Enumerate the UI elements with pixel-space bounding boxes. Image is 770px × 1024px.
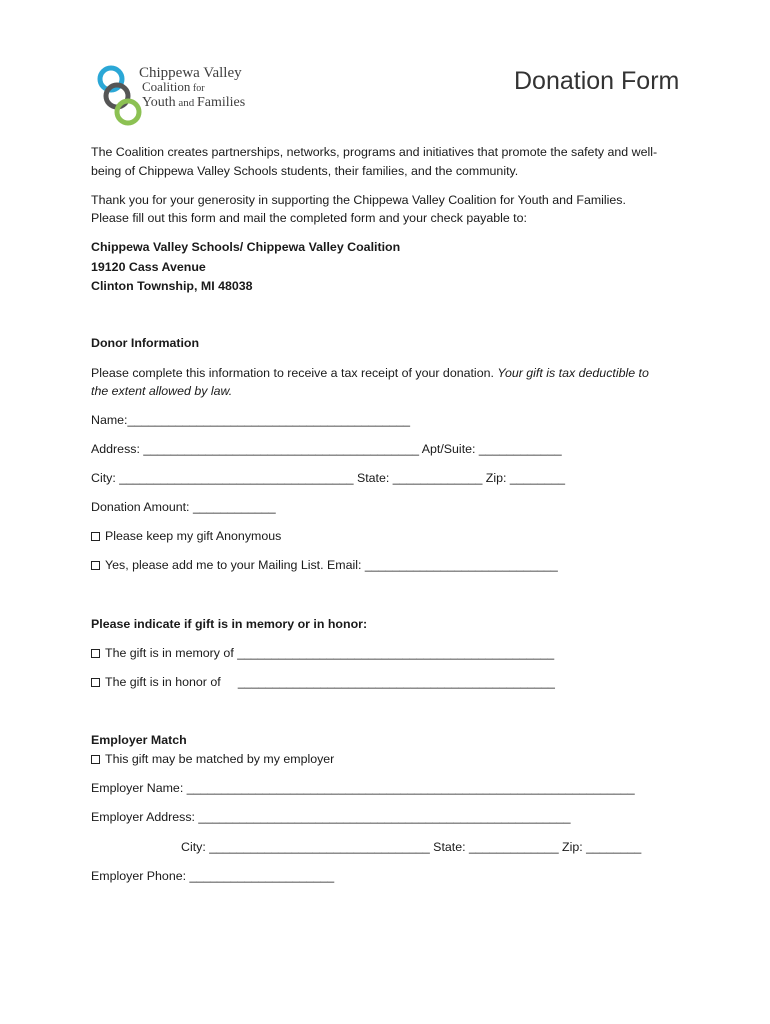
intro-paragraph-2-line-2: Please fill out this form and mail the completed form and your check payable to: [91, 211, 527, 225]
mail-address-line-2: 19120 Cass Avenue [91, 260, 206, 274]
logo-line-3a: Youth [142, 95, 176, 110]
donor-note-normal: Please complete this information to receive a tax receipt of your donation. [91, 366, 498, 380]
in-honor-option[interactable] [91, 673, 555, 692]
in-memory-label: The gift is in memory of ______________________________________________ [105, 646, 555, 660]
donor-note-line-1 [91, 364, 649, 383]
mailing-list-option[interactable] [91, 556, 558, 575]
memory-honor-heading: Please indicate if gift is in memory or in honor: [91, 617, 368, 631]
donor-note-italic-1: Your gift is tax deductible to [497, 366, 649, 380]
intro-paragraph-2-line-1: Thank you for your generosity in supporting the Chippewa Valley Coalition for Youth and Families. [91, 193, 626, 207]
in-memory-option[interactable] [91, 644, 554, 663]
mail-address-line-1: Chippewa Valley Schools/ Chippewa Valley Coalition [91, 240, 401, 254]
logo-line-3b: and [175, 97, 197, 109]
mailing-list-checkbox[interactable] [91, 561, 100, 570]
intro-paragraph-1-line-1: The Coalition creates partnerships, networks, programs and initiatives that promote the safety and well- [91, 145, 658, 159]
donor-note-italic-2: the extent allowed by law. [91, 384, 233, 398]
anonymous-checkbox[interactable] [91, 532, 100, 541]
employer-city-state-zip-field[interactable]: City: ________________________________ State: _____________ Zip: ________ [181, 840, 642, 854]
anonymous-option[interactable] [91, 527, 281, 546]
donor-name-field[interactable]: Name:_________________________________________ [91, 413, 411, 427]
intro-paragraph-1-line-2: being of Chippewa Valley Schools students, their families, and the community. [91, 164, 519, 178]
coalition-logo [95, 62, 265, 128]
employer-match-label: This gift may be matched by my employer [105, 752, 335, 766]
in-memory-checkbox[interactable] [91, 649, 100, 658]
mailing-list-label: Yes, please add me to your Mailing List. Email: ____________________________ [105, 558, 558, 572]
donor-city-state-zip-field[interactable]: City: __________________________________ State: _____________ Zip: ________ [91, 471, 566, 485]
ring-green [117, 101, 139, 123]
anonymous-label: Please keep my gift Anonymous [105, 529, 282, 543]
employer-name-field[interactable]: Employer Name: _________________________________________________________________ [91, 781, 635, 795]
logo-line-1: Chippewa Valley [139, 65, 242, 81]
employer-address-field[interactable]: Employer Address: ______________________________________________________ [91, 810, 571, 824]
logo-line-2a: Coalition [142, 79, 191, 94]
rings-logo-icon [95, 62, 145, 128]
logo-line-2b: for [190, 83, 205, 94]
donor-address-field[interactable]: Address: ________________________________________ Apt/Suite: ____________ [91, 442, 562, 456]
logo-line-3c: Families [197, 95, 246, 110]
employer-match-heading: Employer Match [91, 733, 187, 747]
donor-information-heading: Donor Information [91, 336, 200, 350]
donation-amount-field[interactable]: Donation Amount: ____________ [91, 500, 276, 514]
employer-match-option[interactable] [91, 750, 334, 769]
page-title: Donation Form [514, 67, 680, 95]
employer-phone-field[interactable]: Employer Phone: _____________________ [91, 869, 335, 883]
in-honor-checkbox[interactable] [91, 678, 100, 687]
in-honor-label: The gift is in honor of ______________________________________________ [105, 675, 555, 689]
employer-match-checkbox[interactable] [91, 755, 100, 764]
mail-address-line-3: Clinton Township, MI 48038 [91, 279, 253, 293]
